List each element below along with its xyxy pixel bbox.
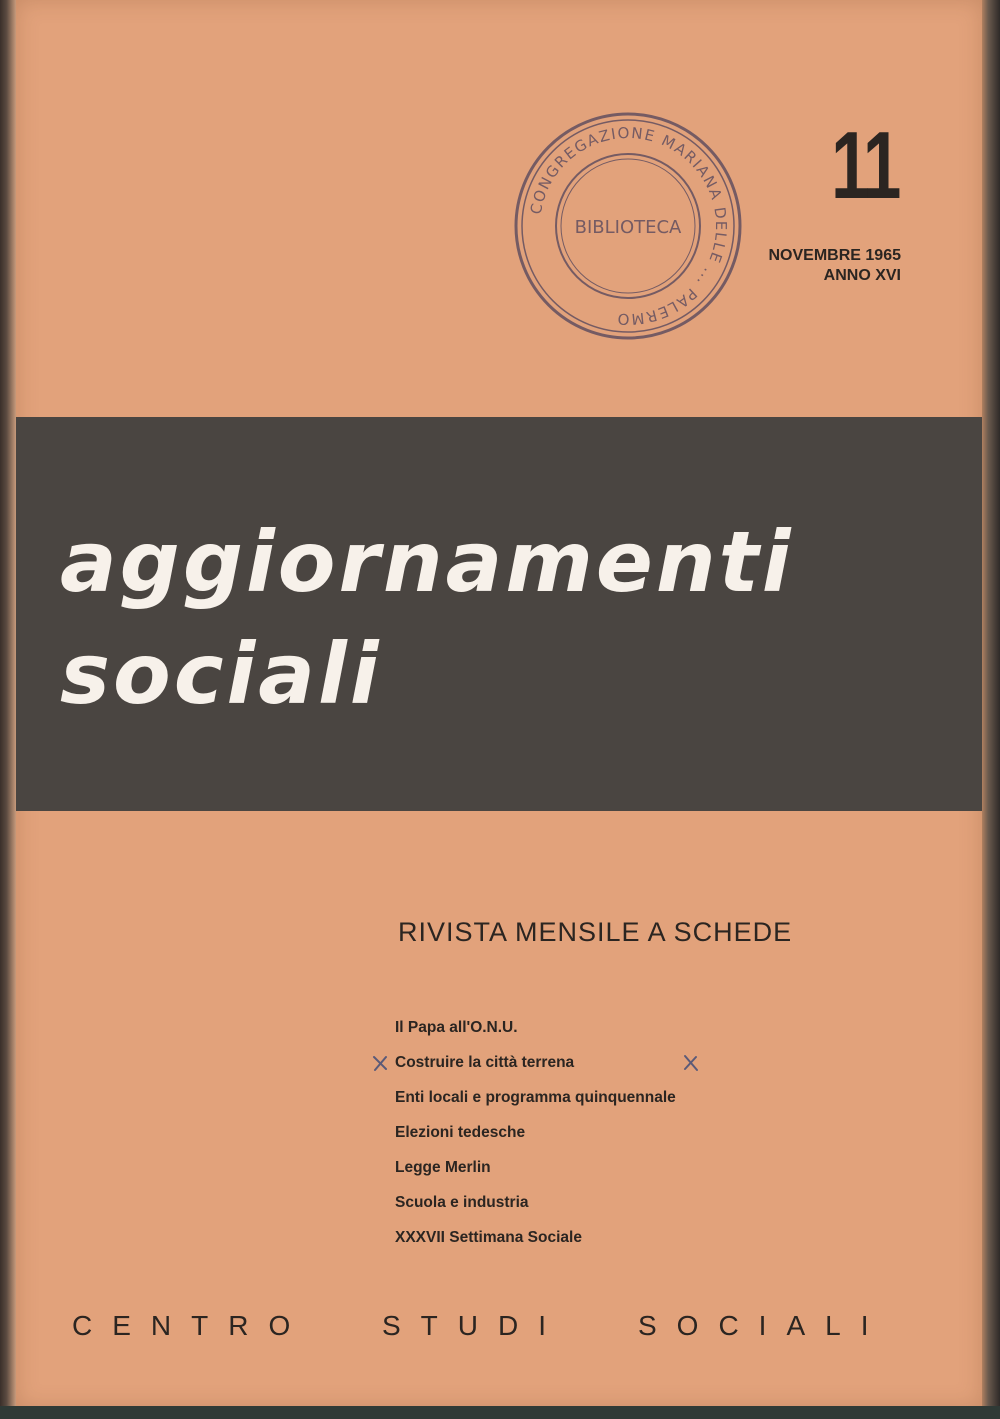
publisher-name — [0, 1310, 1000, 1350]
publisher-word: SOCIALI — [638, 1310, 889, 1341]
pencil-x-mark-icon — [371, 1054, 389, 1072]
binding-bottom-edge — [0, 1406, 1000, 1419]
contents-item: Il Papa all'O.N.U. — [395, 1019, 518, 1036]
contents-item: Scuola e industria — [395, 1194, 529, 1211]
publisher-word: STUDI — [382, 1310, 566, 1341]
issue-date-block — [769, 246, 902, 286]
issue-year-roman: ANNO XVI — [823, 267, 901, 284]
table-of-contents — [395, 1010, 676, 1255]
issue-month-year: NOVEMBRE 1965 — [768, 247, 901, 264]
contents-item: XXXVII Settimana Sociale — [395, 1229, 582, 1246]
masthead-band — [16, 417, 982, 811]
contents-item-label: Costruire la città terrena — [395, 1054, 575, 1071]
issue-number: 11 — [830, 112, 898, 219]
stamp-ring-text: CONGREGAZIONE MARIANA DELLE ... PALERMO — [526, 123, 731, 329]
binding-left-edge — [0, 0, 16, 1419]
pencil-x-mark-icon — [682, 1054, 700, 1072]
library-stamp — [508, 106, 748, 346]
binding-right-edge — [982, 0, 1000, 1419]
masthead-title-line-2: sociali — [60, 625, 382, 723]
contents-item-marked — [395, 1045, 676, 1080]
contents-item: Enti locali e programma quinquennale — [395, 1089, 676, 1106]
stamp-center-text: BIBLIOTECA — [574, 217, 682, 238]
contents-item: Elezioni tedesche — [395, 1124, 526, 1141]
publisher-word: CENTRO — [72, 1310, 311, 1341]
subtitle: RIVISTA MENSILE A SCHEDE — [398, 917, 793, 947]
contents-item: Legge Merlin — [395, 1159, 491, 1176]
masthead-title-line-1: aggiornamenti — [60, 513, 794, 611]
